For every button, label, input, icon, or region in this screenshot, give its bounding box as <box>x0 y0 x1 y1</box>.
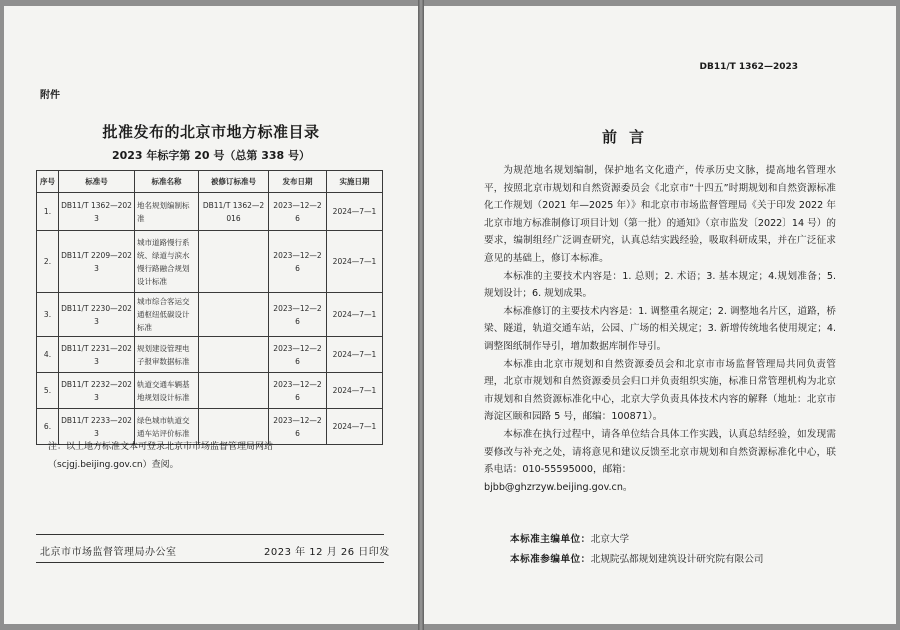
cell-publish-date: 2023—12—26 <box>269 409 327 445</box>
cell-std-number: DB11/T 2209—2023 <box>59 231 135 293</box>
cell-index: 1. <box>37 193 59 231</box>
participant-unit-label: 本标准参编单位： <box>510 554 591 565</box>
units-block <box>510 530 763 570</box>
catalog-title: 批准发布的北京市地方标准目录 <box>102 123 320 141</box>
table-row <box>37 231 383 293</box>
cell-revised-std <box>199 293 269 337</box>
table-row <box>37 337 383 373</box>
cell-std-name: 地名规划编制标准 <box>135 193 199 231</box>
header-revised-std: 被修订标准号 <box>199 171 269 193</box>
cell-publish-date: 2023—12—26 <box>269 337 327 373</box>
attachment-label: 附件 <box>40 90 60 101</box>
cell-publish-date: 2023—12—26 <box>269 373 327 409</box>
note-line-1: 注：以上地方标准文本可登录北京市市场监督管理局网站 <box>48 442 274 452</box>
cell-revised-std: DB11/T 1362—2016 <box>199 193 269 231</box>
cell-effective-date: 2024—7—1 <box>327 409 383 445</box>
foreword-title: 前言 <box>601 128 656 146</box>
cell-std-name: 绿色城市轨道交通车站评价标准 <box>135 409 199 445</box>
footer-office: 北京市市场监督管理局办公室 <box>40 547 177 558</box>
chief-unit-value: 北京大学 <box>590 534 630 545</box>
cell-publish-date: 2023—12—26 <box>269 231 327 293</box>
cell-std-name: 轨道交通车辆基地规划设计标准 <box>135 373 199 409</box>
footer-date: 2023 年 12 月 26 日印发 <box>264 547 390 558</box>
right-page <box>424 6 896 624</box>
cell-std-name: 城市综合客运交通枢纽低碳设计标准 <box>135 293 199 337</box>
header-publish-date: 发布日期 <box>269 171 327 193</box>
website-note <box>48 438 388 474</box>
cell-std-number: DB11/T 2232—2023 <box>59 373 135 409</box>
cell-index: 5. <box>37 373 59 409</box>
cell-revised-std <box>199 337 269 373</box>
header-std-number: 标准号 <box>59 171 135 193</box>
cell-std-number: DB11/T 2230—2023 <box>59 293 135 337</box>
table-row <box>37 293 383 337</box>
table-row <box>37 373 383 409</box>
cell-index: 2. <box>37 231 59 293</box>
foreword-paragraph: 本标准在执行过程中，请各单位结合具体工作实践，认真总结经验，如发现需要修改与补充之处，请将意见和建议反馈至北京市规划和自然资源标准化中心，联系电话：010-55595000，邮箱： <box>484 428 836 476</box>
foreword-paragraph: 本标准修订的主要技术内容是：1. 调整重名规定；2. 调整地名片区，道路，桥梁、隧道，轨道交通车站，公园、广场的相关规定；3. 新增传统地名使用规定；4. 调整图纸制作导引，增加数据库制作导引。 <box>484 305 836 352</box>
header-std-name: 标准名称 <box>135 171 199 193</box>
left-page <box>4 6 418 624</box>
footer-rule-bottom <box>36 562 384 563</box>
foreword-body <box>484 162 836 496</box>
cell-std-number: DB11/T 1362—2023 <box>59 193 135 231</box>
header-effective-date: 实施日期 <box>327 171 383 193</box>
cell-index: 3. <box>37 293 59 337</box>
foreword-email: bjbb@ghzrzyw.beijing.gov.cn。 <box>484 481 633 493</box>
foreword-paragraph: 本标准由北京市规划和自然资源委员会和北京市市场监督管理局共同负责管理，北京市规划和自然资源委员会归口并负责组织实施，标准日常管理机构为北京市规划和自然资源标准化中心，北京大学负责具体技术内容的解释（地址：北京市海淀区颐和园路 5 号，邮编：100871）。 <box>484 358 836 423</box>
note-line-2: （scjgj.beijing.gov.cn）查阅。 <box>48 460 179 470</box>
cell-revised-std <box>199 373 269 409</box>
foreword-paragraph: 为规范地名规划编制，保护地名文化遗产，传承历史文脉，提高地名管理水平，按照北京市规划和自然资源委员会《北京市“十四五”时期规划和自然资源标准化工作规划（2021 年—2025 年）》和北京市市场监督管理局《关于印发 2022 年北京市地方标准制修订项目计划（第一批）的通知》（京市监发〔2022〕14 号）的要求，编制组经广泛调查研究，认真总结实践经验，吸取科研成果，并在广泛征求意见的基础上，修订本标准。 <box>484 165 836 264</box>
catalog-subtitle: 2023 年标字第 20 号（总第 338 号） <box>111 149 311 162</box>
chief-unit-label: 本标准主编单位： <box>510 534 591 545</box>
cell-index: 6. <box>37 409 59 445</box>
standards-table <box>36 170 383 445</box>
cell-std-number: DB11/T 2233—2023 <box>59 409 135 445</box>
table-header-row <box>37 171 383 193</box>
participant-unit-line <box>510 550 763 570</box>
cell-std-number: DB11/T 2231—2023 <box>59 337 135 373</box>
cell-publish-date: 2023—12—26 <box>269 193 327 231</box>
cell-effective-date: 2024—7—1 <box>327 373 383 409</box>
cell-effective-date: 2024—7—1 <box>327 337 383 373</box>
table-row <box>37 193 383 231</box>
footer-rule-top <box>36 534 384 535</box>
cell-std-name: 规划建设管理电子报审数据标准 <box>135 337 199 373</box>
cell-std-name: 城市道路慢行系统、绿道与滨水慢行路融合规划设计标准 <box>135 231 199 293</box>
cell-effective-date: 2024—7—1 <box>327 231 383 293</box>
cell-index: 4. <box>37 337 59 373</box>
cell-effective-date: 2024—7—1 <box>327 293 383 337</box>
chief-unit-line <box>510 530 763 550</box>
cell-publish-date: 2023—12—26 <box>269 293 327 337</box>
cell-revised-std <box>199 231 269 293</box>
participant-unit-value: 北规院弘都规划建筑设计研究院有限公司 <box>590 554 764 565</box>
cell-effective-date: 2024—7—1 <box>327 193 383 231</box>
foreword-paragraph: 本标准的主要技术内容是：1. 总则；2. 术语；3. 基本规定；4.规划准备；5. 规划设计；6. 规划成果。 <box>484 270 836 300</box>
header-index: 序号 <box>37 171 59 193</box>
document-number: DB11/T 1362—2023 <box>699 62 798 72</box>
